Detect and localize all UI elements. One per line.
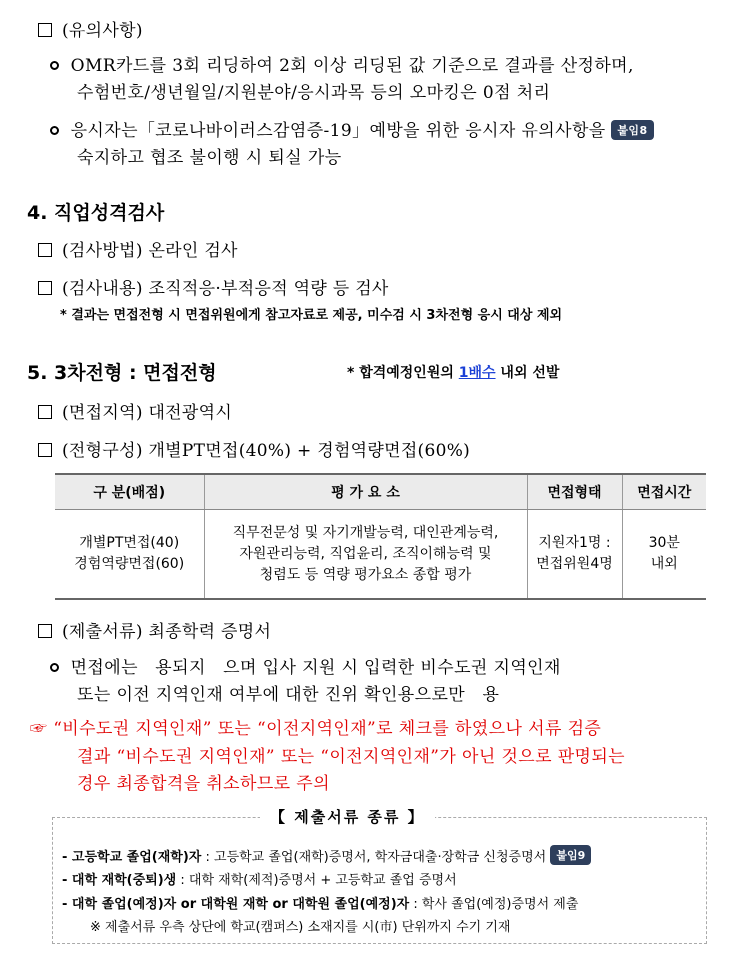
warning-line-2: 결과 “비수도권 지역인재” 또는 “이전지역인재”가 아닌 것으로 판명되는: [77, 747, 626, 767]
attachment-badge: 붙임8: [611, 120, 653, 140]
circle-bullet-icon: [50, 663, 59, 672]
checkbox-square-icon: [38, 443, 52, 457]
submission-bullet-1-cont: 또는 이전 지역인재 여부에 대한 진위 확인용으로만 용: [77, 685, 500, 705]
section-4-title: 4. 직업성격검사: [27, 202, 165, 224]
notice-bullet-1: OMR카드를 3회 리딩하여 2회 이상 리딩된 값 기준으로 결과를 산정하며,: [50, 51, 634, 76]
attachment-badge: 붙임9: [550, 845, 591, 865]
table-row: [55, 510, 706, 600]
circle-bullet-icon: [50, 126, 59, 135]
checkbox-square-icon: [38, 281, 52, 295]
cell-elements: 직무전문성 및 자기개발능력, 대인관계능력, 자원관리능력, 직업윤리, 조직이해능력 및 청렴도 등 역량 평가요소 종합 평가: [204, 510, 527, 600]
section-5-composition: (전형구성) 개별PT면접(40%) + 경험역량면접(60%): [38, 436, 470, 461]
checkbox-square-icon: [38, 243, 52, 257]
checkbox-square-icon: [38, 23, 52, 37]
header-elements: 평 가 요 소: [204, 474, 527, 510]
table-header-row: [55, 474, 706, 510]
doc-row-graduate: - 대학 졸업(예정)자 or 대학원 재학 or 대학원 졸업(예정)자 : 학사 졸업(예정)증명서 제출: [62, 897, 579, 912]
selection-ratio: 1배수: [458, 365, 496, 381]
header-time: 면접시간: [622, 474, 706, 510]
notice-bullet-2: 응시자는「코로나바이러스감염증-19」예방을 위한 응시자 유의사항을 붙임8: [50, 116, 654, 141]
section-5-title: 5. 3차전형 : 면접전형: [27, 362, 217, 384]
doc-row-enrolled: - 대학 재학(중퇴)생 : 대학 재학(제적)증명서 + 고등학교 졸업 증명서: [62, 873, 457, 888]
section-5-note: * 합격예정인원의 1배수 내외 선발: [347, 365, 560, 381]
warning-line-3: 경우 최종합격을 취소하므로 주의: [77, 774, 330, 794]
checkbox-square-icon: [38, 405, 52, 419]
notice-heading: (유의사항): [38, 16, 143, 41]
pointing-hand-icon: ☞: [30, 719, 48, 739]
doc-row-highschool: - 고등학교 졸업(재학)자 : 고등학교 졸업(재학)증명서, 학자금대출·장학금 신청증명서 붙임9: [62, 845, 591, 865]
header-category: 구 분(배점): [55, 474, 204, 510]
section-4-content: (검사내용) 조직적응·부적응적 역량 등 검사: [38, 274, 389, 299]
section-5-region: (면접지역) 대전광역시: [38, 398, 232, 423]
interview-evaluation-table: [55, 473, 706, 600]
notice-bullet-1-cont: 수험번호/생년월일/지원분야/응시과목 등의 오마킹은 0점 처리: [77, 83, 551, 103]
warning-line-1: ☞ “비수도권 지역인재” 또는 “이전지역인재”로 체크를 하였으나 서류 검증: [30, 719, 602, 739]
section-4-note: * 결과는 면접전형 시 면접위원에게 참고자료로 제공, 미수검 시 3차전형 응시 대상 제외: [60, 308, 563, 323]
circle-bullet-icon: [50, 61, 59, 70]
document-list-title: 【 제출서류 종류 】: [260, 806, 435, 827]
notice-bullet-2-cont: 숙지하고 협조 불이행 시 퇴실 가능: [77, 148, 342, 168]
checkbox-square-icon: [38, 624, 52, 638]
submission-bullet-1: 면접에는 용되지 으며 입사 지원 시 입력한 비수도권 지역인재: [50, 653, 561, 678]
section-4-method: (검사방법) 온라인 검사: [38, 236, 238, 261]
submission-heading: (제출서류) 최종학력 증명서: [38, 617, 271, 642]
cell-time: 30분 내외: [622, 510, 706, 600]
cell-form: 지원자1명 : 면접위원4명: [527, 510, 622, 600]
doc-row-note: ※ 제출서류 우측 상단에 학교(캠퍼스) 소재지를 시(市) 단위까지 수기 기재: [90, 920, 511, 935]
header-form: 면접형태: [527, 474, 622, 510]
cell-category: 개별PT면접(40) 경험역량면접(60): [55, 510, 204, 600]
